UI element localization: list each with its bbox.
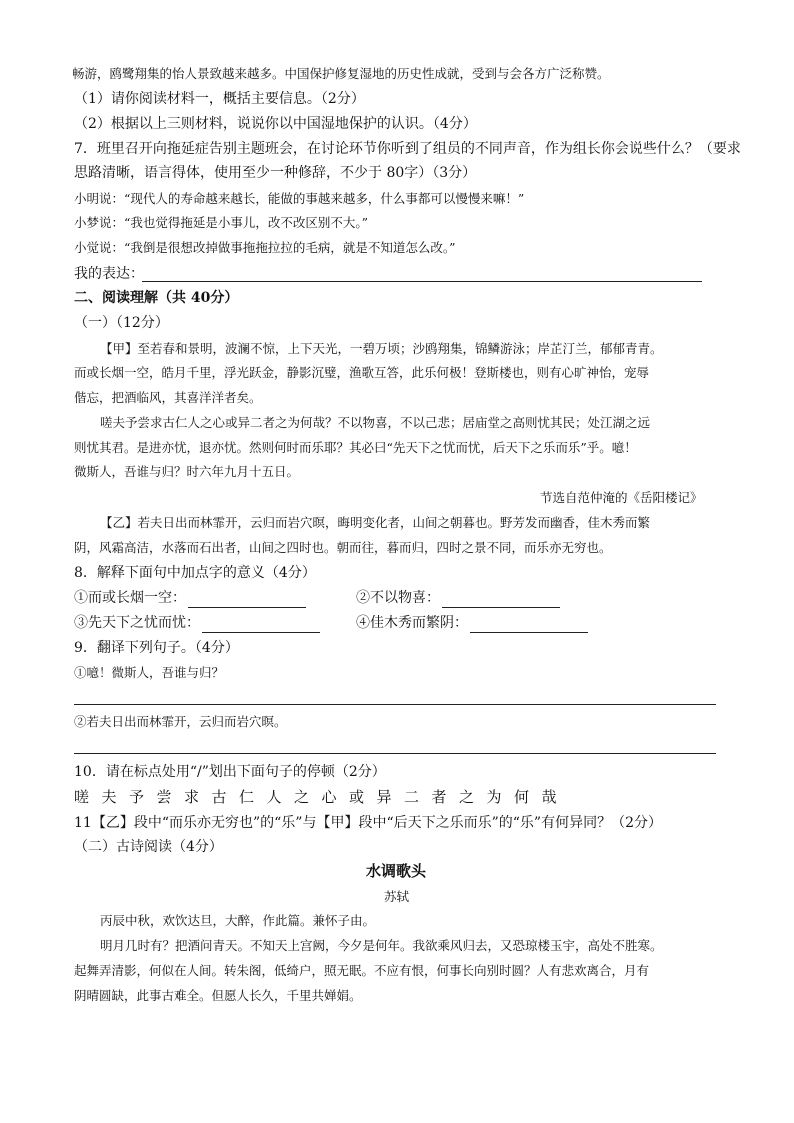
passage-jia-line-3: 偕忘，把酒临风，其喜洋洋者矣。 xyxy=(74,390,262,405)
my-expression-label: 我的表达： xyxy=(74,266,144,282)
question-6-2: （2）根据以上三则材料，说说你以中国湿地保护的认识。（4分） xyxy=(74,116,477,132)
question-8-c-text: ③先天下之忧而忧： xyxy=(74,615,200,631)
question-7-line-1: 7．班里召开向拖延症告别主题班会，在讨论环节你听到了组员的不同声音，作为组长你会说些什么？（要求 xyxy=(74,141,741,157)
question-8-b-blank[interactable] xyxy=(442,593,560,608)
question-7-line-2: 思路清晰，语言得体，使用至少一种修辞，不少于 80字）（3分） xyxy=(74,165,477,181)
xiaojue-quote: 小觉说：“我倒是很想改掉做事拖拖拉拉的毛病，就是不知道怎么改。” xyxy=(74,240,456,255)
question-8-a-blank[interactable] xyxy=(188,593,306,608)
passage-yi-line-2: 阴，风霜高洁，水落而石出者，山间之四时也。朝而往，暮而归，四时之景不同，而乐亦无穷也。 xyxy=(74,540,612,555)
question-8-a xyxy=(74,588,306,608)
answer-line-q9-b[interactable] xyxy=(74,753,716,754)
question-8-b-text: ②不以物喜： xyxy=(356,590,440,606)
passage-jia-line-1: 【甲】至若春和景明，波澜不惊，上下天光，一碧万顷；沙鸥翔集，锦鳞游泳；岸芷汀兰，郁郁青青。 xyxy=(100,341,663,356)
passage-jia-line-4: 嗟夫予尝求古仁人之心或异二者之为何哉？不以物喜，不以己悲；居庙堂之高则忧其民；处江湖之远 xyxy=(100,415,651,430)
poem-line-2: 起舞弄清影，何似在人间。转朱阁，低绮户，照无眠。不应有恨，何事长向别时圆？人有悲欢离合，月有 xyxy=(74,963,650,978)
question-8-d-blank[interactable] xyxy=(470,618,588,633)
xiaomeng-quote: 小梦说：“我也觉得拖延是小事儿，改不改区别不大。” xyxy=(74,215,369,230)
answer-line-q7[interactable] xyxy=(142,281,702,282)
question-6-1: （1）请你阅读材料一，概括主要信息。（2分） xyxy=(74,91,365,107)
poem-line-1: 明月几时有？把酒问青天。不知天上宫阙，今夕是何年。我欲乘风归去，又恐琼楼玉宇，高处不胜寒。 xyxy=(100,938,663,953)
passage-jia-line-5: 则忧其君。是进亦忧，退亦忧。然则何时而乐耶？其必曰“先天下之忧而忧，后天下之乐而乐”乎。噫！ xyxy=(74,440,637,455)
xiaoming-quote: 小明说：“现代人的寿命越来越长，能做的事越来越多，什么事都可以慢慢来嘛！” xyxy=(74,191,525,206)
question-8-d-text: ④佳木秀而繁阴： xyxy=(356,615,468,631)
question-8-a-text: ①而或长烟一空： xyxy=(74,590,186,606)
material-text-end: 畅游，鸥鹭翔集的怡人景致越来越多。中国保护修复湿地的历史性成就，受到与会各方广泛称赞。 xyxy=(72,66,610,81)
part-2-heading: （二）古诗阅读（4分） xyxy=(74,839,223,855)
section-2-heading: 二、阅读理解（共 40分） xyxy=(74,290,239,306)
poem-line-3: 阴晴圆缺，此事古难全。但愿人长久，千里共婵娟。 xyxy=(74,988,362,1003)
part-1-heading: （一）（12分） xyxy=(74,315,169,331)
question-9-b: ②若夫日出而林霏开，云归而岩穴暝。 xyxy=(74,714,287,729)
question-11: 11【乙】段中“而乐亦无穷也”的“乐”与【甲】段中“后天下之乐而乐”的“乐”有何异同？（2分） xyxy=(74,815,662,831)
passage-jia-source: 节选自范仲淹的《岳阳楼记》 xyxy=(540,490,703,505)
poem-title: 水调歌头 xyxy=(366,862,427,880)
question-8-b xyxy=(356,588,560,608)
poem-preface: 丙辰中秋，欢饮达旦，大醉，作此篇。兼怀子由。 xyxy=(100,913,376,928)
passage-jia-line-6: 微斯人，吾谁与归？时六年九月十五日。 xyxy=(74,464,300,479)
question-8: 8．解释下面句中加点字的意义（4分） xyxy=(74,565,316,581)
question-9: 9．翻译下列句子。（4分） xyxy=(74,640,239,656)
question-10-sentence[interactable]: 嗟夫予尝求古仁人之心或异二者之为何哉 xyxy=(74,788,570,806)
question-10: 10．请在标点处用“/”划出下面句子的停顿（2分） xyxy=(74,764,386,780)
question-9-a: ①噫！微斯人，吾谁与归？ xyxy=(74,665,225,680)
question-8-c-blank[interactable] xyxy=(202,618,320,633)
question-8-c xyxy=(74,613,320,633)
poem-author: 苏轼 xyxy=(384,889,410,904)
passage-yi-line-1: 【乙】若夫日出而林霏开，云归而岩穴暝，晦明变化者，山间之朝暮也。野芳发而幽香，佳木秀而繁 xyxy=(100,515,651,530)
passage-jia-line-2: 而或长烟一空，皓月千里，浮光跃金，静影沉璧，渔歌互答，此乐何极！登斯楼也，则有心旷神怡，宠辱 xyxy=(74,365,650,380)
answer-line-q9-a[interactable] xyxy=(74,704,716,705)
question-8-d xyxy=(356,613,588,633)
